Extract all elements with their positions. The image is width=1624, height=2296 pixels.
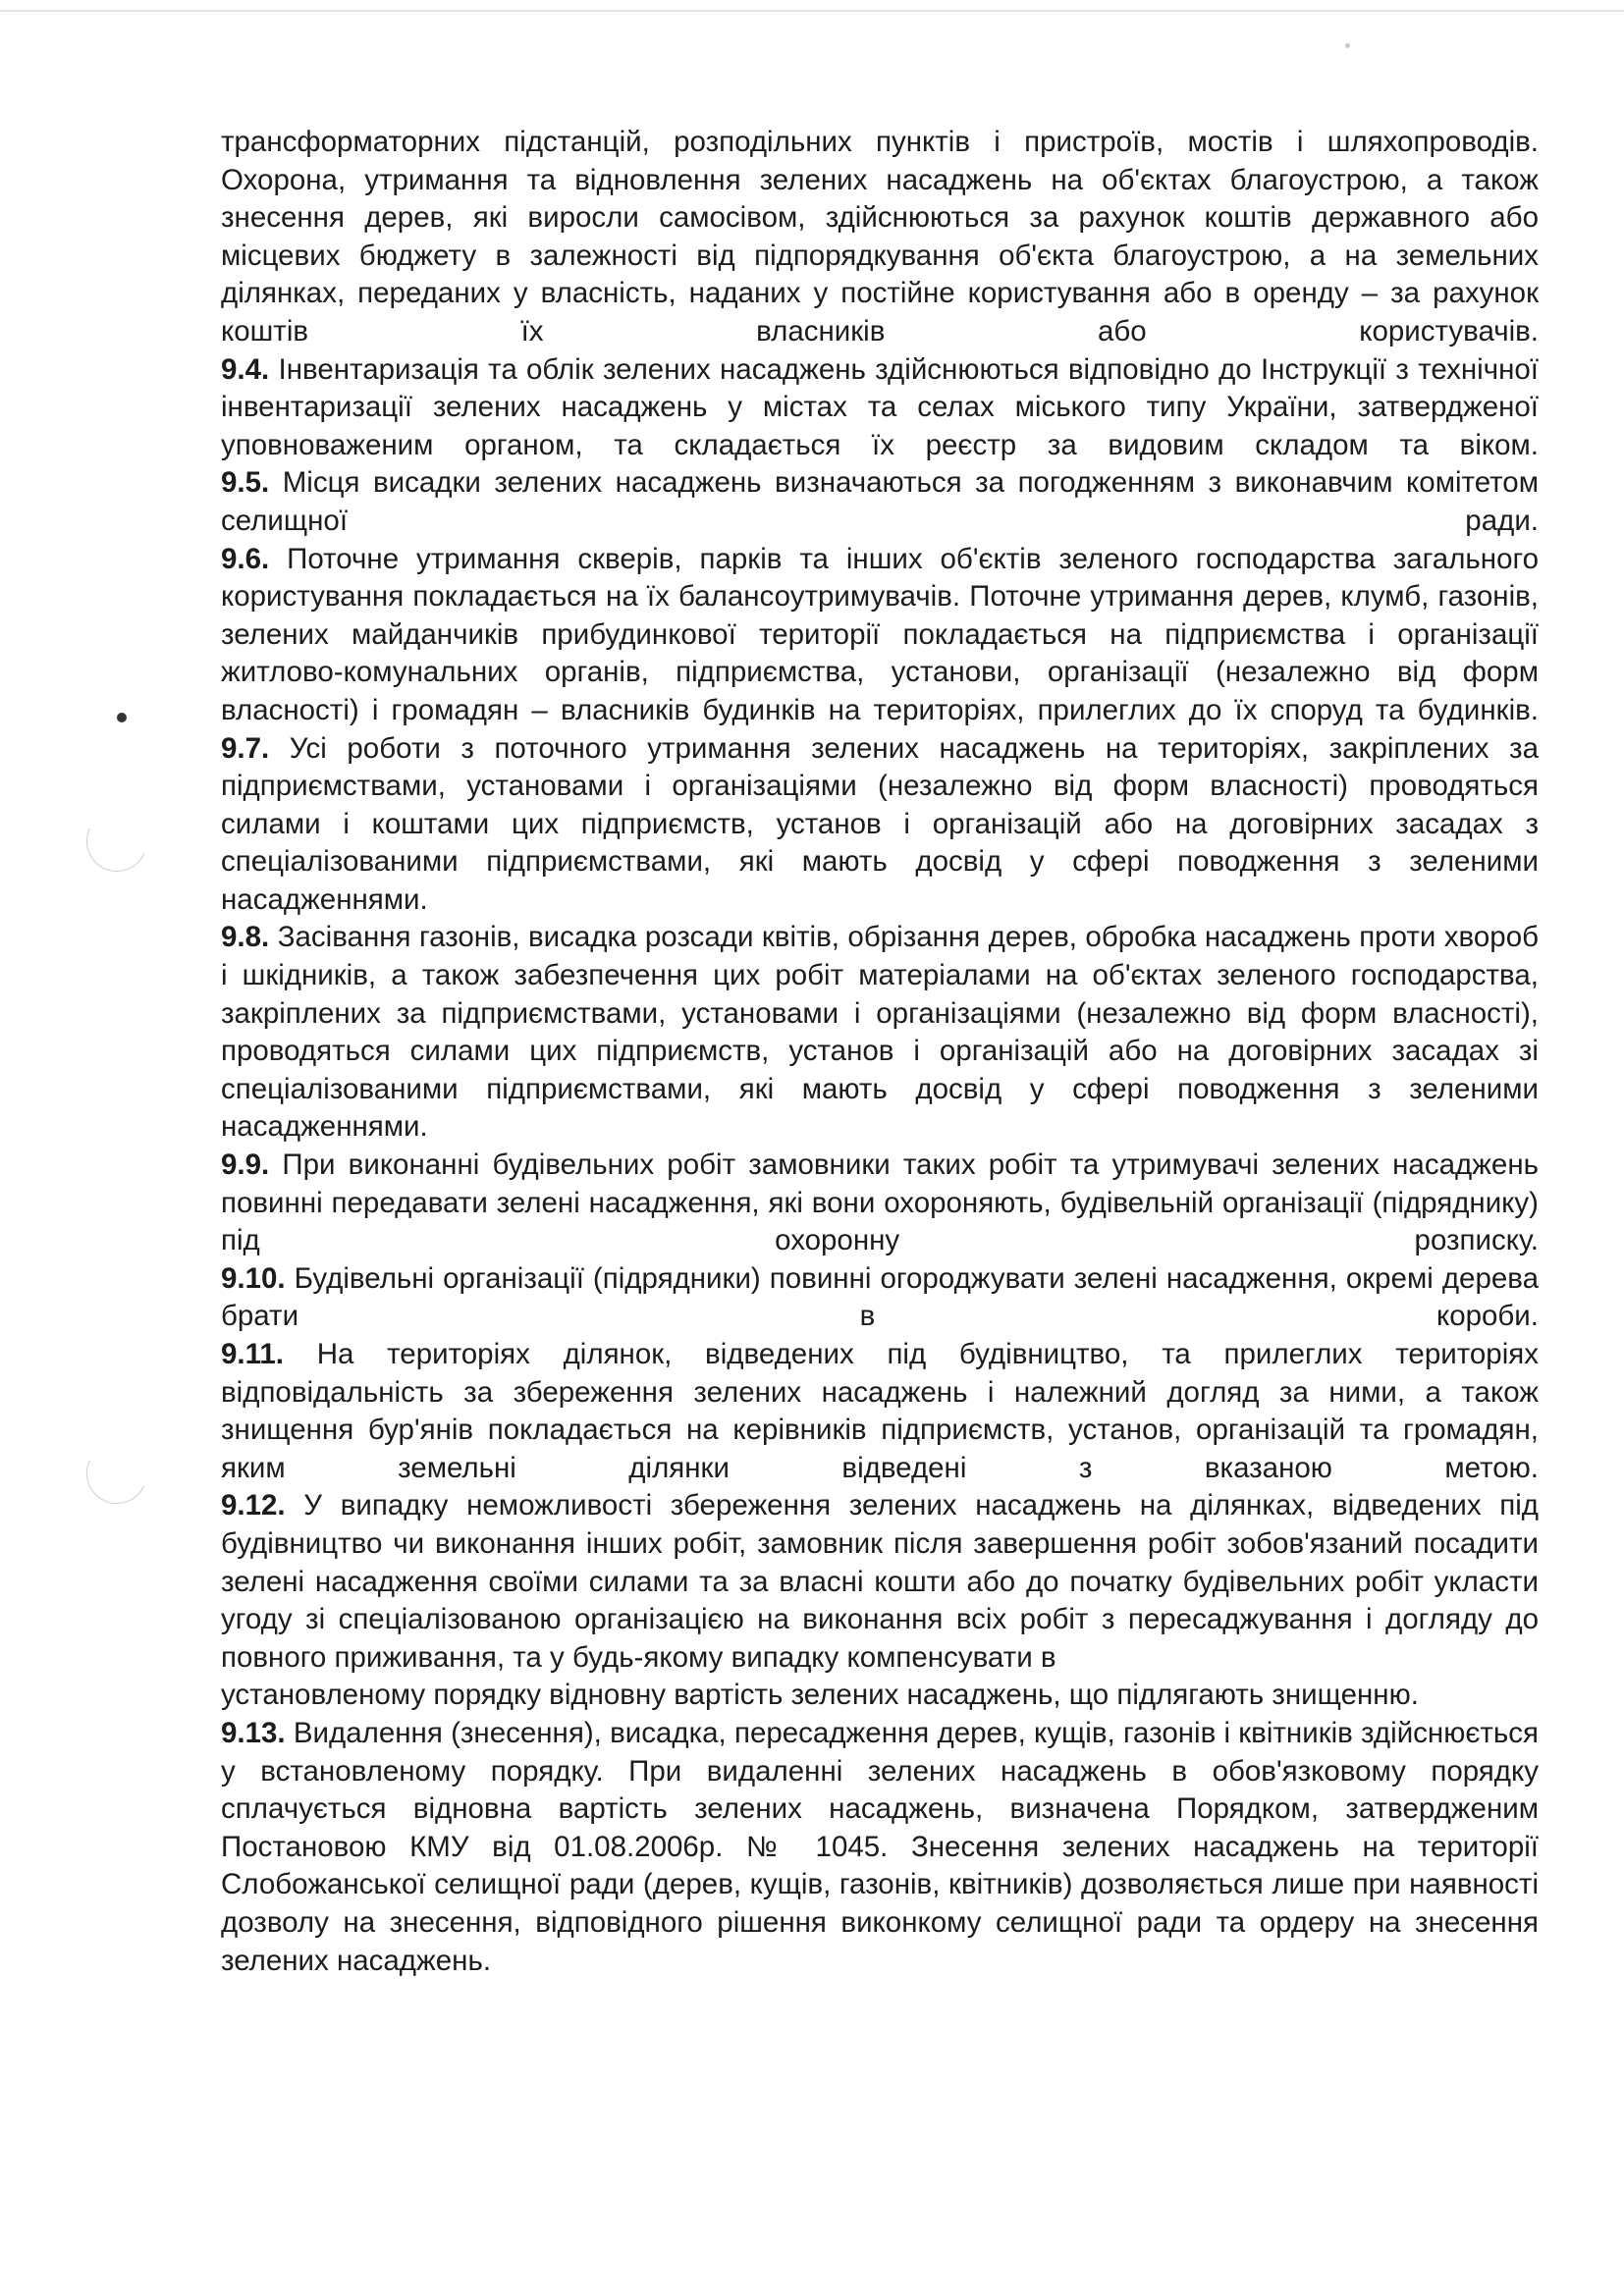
paragraph-9-6 [221, 541, 1539, 730]
punch-hole-mark [78, 802, 155, 880]
document-body [221, 124, 1539, 1980]
paragraph-text: Поточне утримання скверів, парків та інших об'єктів зеленого господарства загального користування покладається на їх балансоутримувачів. Поточне утримання дерев, клумб, газонів, зелених майданчиків прибудинкової території покладається на підприємства і організації житлово-комунальних органів, підприємства, установи, організації (незалежно від форм власності) і громадян – власників будинків на територіях, прилеглих до їх споруд та будинків. [221, 542, 1539, 726]
paragraph-9-13 [221, 1715, 1539, 1980]
paragraph-9-9 [221, 1147, 1539, 1260]
paragraph-text: Інвентаризація та облік зелених насаджень здійснюються відповідно до Інструкції з технічної інвентаризації зелених насаджень у містах та селах міського типу України, затвердженої уповноваженим органом, та складається їх реєстр за видовим складом та віком. [221, 352, 1540, 461]
paragraph-number: 9.4. [221, 352, 270, 386]
paragraph-number: 9.13. [221, 1716, 286, 1749]
paragraph-number: 9.7. [221, 731, 270, 765]
paragraph-number: 9.12. [221, 1489, 286, 1522]
paragraph-text: Усі роботи з поточного утримання зелених насаджень на територіях, закріплених за підприємствами, установами і організаціями (незалежно від форм власності) проводяться силами і коштами цих підприємств, установ і організацій або на договірних засадах з спеціалізованими підприємствами, які мають досвід у сфері поводження з зеленими насадженнями. [221, 731, 1539, 916]
paragraph-text: Будівельні організації (підрядники) повинні огороджувати зелені насадження, окремі дерева брати в короби. [221, 1261, 1540, 1333]
paragraph-continuation [221, 124, 1539, 351]
paragraph-9-11 [221, 1336, 1539, 1487]
margin-bullet-mark [117, 713, 127, 722]
paragraph-text: трансформаторних підстанцій, розподільних пунктів і пристроїв, мостів і шляхопроводів. Охорона, утримання та відновлення зелених насаджень на об'єктах благоустрою, а також знесення дерев, які виросли самосівом, здійснюються за рахунок коштів державного або місцевих бюджету в залежності від підпорядкування об'єкта благоустрою, а на земельних ділянках, переданих у власність, наданих у постійне користування або в оренду – за рахунок коштів їх власників або користувачів. [221, 126, 1539, 347]
paragraph-9-12 [221, 1487, 1539, 1677]
paragraph-text: На територіях ділянок, відведених під будівництво, та прилеглих територіях відповідальність за збереження зелених насаджень і належний догляд за ними, а також знищення бур'янів покладається на керівників підприємств, установ, організацій та громадян, яким земельні ділянки відведені з вказаною метою. [221, 1338, 1539, 1484]
paragraph-text: При виконанні будівельних робіт замовники таких робіт та утримувачі зелених насаджень повинні передавати зелені насадження, які вони охороняють, будівельній організації (підряднику) під охоронну розписку. [221, 1148, 1540, 1257]
scan-speck [1345, 43, 1350, 48]
paragraph-text: Засівання газонів, висадка розсади квітів, обрізання дерев, обробка насаджень проти хвороб і шкідників, а також забезпечення цих робіт матеріалами на об'єктах зеленого господарства, закріплених за підприємствами, установами і організаціями (незалежно від форм власності), проводяться силами цих підприємств, установ і організацій або на договірних засадах зі спеціалізованими підприємствами, які мають досвід у сфері поводження з зеленими насадженнями. [221, 921, 1539, 1144]
paragraph-number: 9.5. [221, 466, 270, 500]
scan-top-edge [0, 10, 1624, 12]
paragraph-number: 9.8. [221, 921, 270, 954]
paragraph-9-10 [221, 1260, 1539, 1336]
paragraph-text: установленому порядку відновну вартість зелених насаджень, що підлягають знищенню. [221, 1679, 1419, 1712]
paragraph-number: 9.10. [221, 1261, 286, 1295]
paragraph-number: 9.11. [221, 1338, 284, 1370]
paragraph-9-8 [221, 919, 1539, 1147]
paragraph-9-5 [221, 464, 1539, 540]
paragraph-text: Видалення (знесення), висадка, пересадження дерев, кущів, газонів і квітників здійснюється у встановленому порядку. При видаленні зелених насаджень в обов'язковому порядку сплачується відновна вартість зелених насаджень, визначена Порядком, затвердженим Постановою КМУ від 01.08.2006р. № 1045. Знесення зелених насаджень на території Слобожанської селищної ради (дерев, кущів, газонів, квітників) дозволяється лише при наявності дозволу на знесення, відповідного рішення виконкому селищної ради та ордеру на знесення зелених насаджень. [221, 1716, 1540, 1977]
paragraph-9-4 [221, 351, 1539, 465]
punch-hole-mark [78, 1434, 155, 1512]
paragraph-text: Місця висадки зелених насаджень визначаються за погодженням з виконавчим комітетом селищної ради. [221, 466, 1539, 537]
paragraph-9-12-continuation [221, 1677, 1539, 1715]
paragraph-9-7 [221, 730, 1539, 920]
paragraph-number: 9.9. [221, 1148, 270, 1182]
paragraph-number: 9.6. [221, 542, 270, 575]
paragraph-text: У випадку неможливості збереження зелених насаджень на ділянках, відведених під будівництво чи виконання інших робіт, замовник після завершення робіт зобов'язаний посадити зелені насадження своїми силами та за власні кошти або до початку будівельних робіт укласти угоду зі спеціалізованою організацією на виконання всіх робіт з пересаджування і догляду до повного приживання, та у будь-якому випадку компенсувати в [221, 1489, 1539, 1674]
